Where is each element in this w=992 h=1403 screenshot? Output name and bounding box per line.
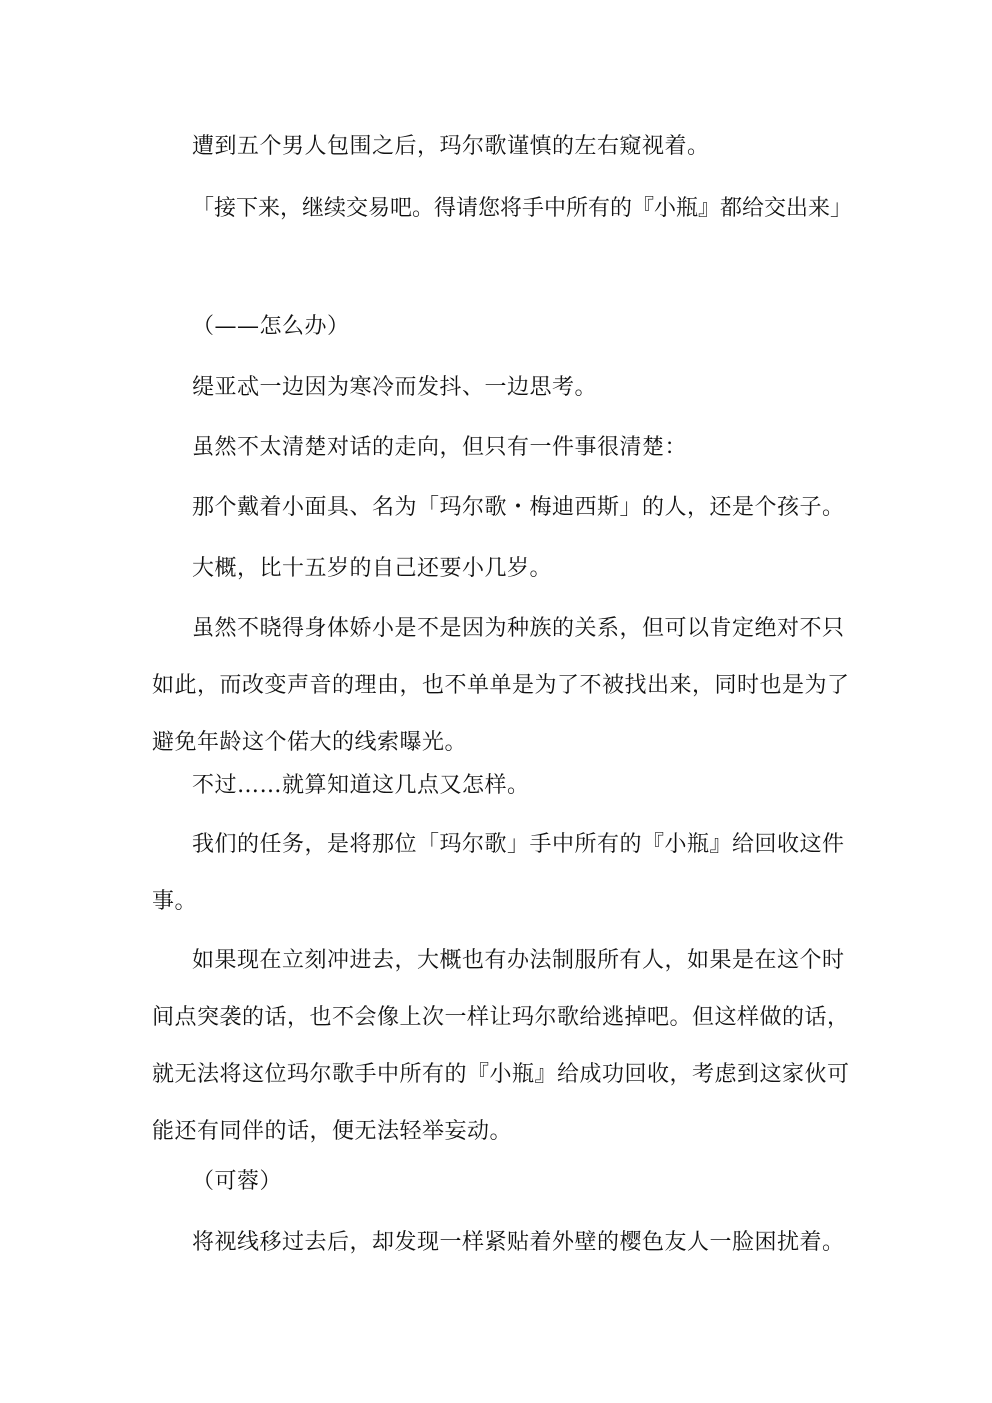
paragraph-10: 我们的任务，是将那位「玛尔歌」手中所有的『小瓶』给回收这件事。 [152, 832, 845, 914]
paragraph-1: 遭到五个男人包围之后，玛尔歌谨慎的左右窥视着。 [192, 134, 710, 159]
paragraph-12: （可蓉） [192, 1169, 283, 1194]
paragraph-11: 如果现在立刻冲进去，大概也有办法制服所有人，如果是在这个时间点突袭的话，也不会像上次一样让玛尔歌给逃掉吧。但这样做的话，就无法将这位玛尔歌手中所有的『小瓶』给成功回收，考虑到这家伙可能还有同伴的话，便无法轻举妄动。 [152, 948, 850, 1144]
paragraph-7: 大概，比十五岁的自己还要小几岁。 [192, 556, 553, 581]
paragraph-9: 不过……就算知道这几点又怎样。 [192, 773, 530, 798]
paragraph-2: 「接下来，继续交易吧。得请您将手中所有的『小瓶』都给交出来」 [192, 196, 853, 221]
paragraph-8: 虽然不晓得身体娇小是不是因为种族的关系，但可以肯定绝对不只如此，而改变声音的理由，也不单单是为了不被找出来，同时也是为了避免年龄这个偌大的线索曝光。 [152, 616, 850, 755]
paragraph-3: （——怎么办） [192, 314, 350, 339]
paragraph-4: 缇亚忒一边因为寒冷而发抖、一边思考。 [192, 375, 598, 400]
paragraph-13: 将视线移过去后，却发现一样紧贴着外壁的樱色友人一脸困扰着。 [192, 1230, 845, 1255]
paragraph-6: 那个戴着小面具、名为「玛尔歌・梅迪西斯」的人，还是个孩子。 [192, 495, 845, 520]
paragraph-5: 虽然不太清楚对话的走向，但只有一件事很清楚： [192, 435, 688, 460]
